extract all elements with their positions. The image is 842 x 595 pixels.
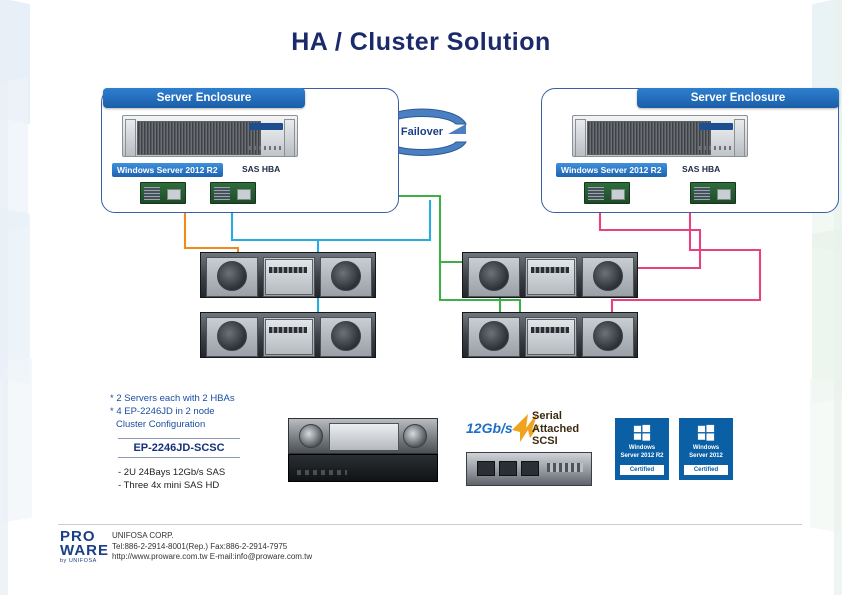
footer-web: http://www.proware.com.tw E-mail:info@proware.com.tw xyxy=(112,552,313,561)
sas-line-1: Serial xyxy=(532,410,562,422)
sas-line-3: SCSI xyxy=(532,435,558,447)
hba-label-left: SAS HBA xyxy=(242,164,281,174)
hba-card-right-2 xyxy=(690,182,736,204)
hba-label-right: SAS HBA xyxy=(682,164,721,174)
note-line-2: * 4 EP-2246JD in 2 node xyxy=(110,406,215,417)
hba-card-right-1 xyxy=(584,182,630,204)
os-label-left: Windows Server 2012 R2 xyxy=(112,163,223,177)
server-enclosure-left xyxy=(101,88,399,213)
hba-card-left-2 xyxy=(210,182,256,204)
hba-card-left-1 xyxy=(140,182,186,204)
logo-ware: WARE xyxy=(60,542,109,559)
spec-list xyxy=(118,466,225,492)
footer-phone: Tel:886-2-2914-8001(Rep.) Fax:886-2-2914-7975 xyxy=(112,541,288,551)
storage-array-right-bottom xyxy=(462,312,638,358)
configuration-notes xyxy=(110,392,235,431)
badge2-line-2: Server 2012 xyxy=(689,452,723,459)
storage-array-left-top xyxy=(200,252,376,298)
windows-logo-icon xyxy=(697,424,715,442)
badge1-line-1: Windows xyxy=(628,445,656,451)
note-line-3: Cluster Configuration xyxy=(116,419,206,430)
storage-array-right-top xyxy=(462,252,638,298)
enclosure-header-left: Server Enclosure xyxy=(103,88,305,108)
product-photo xyxy=(288,418,436,480)
badge1-line-2: Server 2012 R2 xyxy=(620,452,664,459)
sas-text xyxy=(532,410,579,448)
storage-array-left-bottom xyxy=(200,312,376,358)
footer-contact xyxy=(112,531,312,563)
spec-line-2: - Three 4x mini SAS HD xyxy=(118,480,220,491)
model-name: EP-2246JD-SCSC xyxy=(118,438,240,458)
sas-line-2: Attached xyxy=(532,422,580,435)
server-chassis-left xyxy=(122,115,298,157)
decor-left xyxy=(0,0,46,595)
badge-windows-server-2012 xyxy=(679,418,733,480)
badge-windows-server-2012-r2 xyxy=(615,418,669,480)
note-line-1: * 2 Servers each with 2 HBAs xyxy=(110,393,235,404)
proware-logo xyxy=(60,528,109,566)
windows-logo-icon xyxy=(633,424,651,442)
sas-expander-photo xyxy=(466,452,592,486)
badge2-line-1: Windows xyxy=(692,445,720,451)
logo-byline: by UNIFOSA xyxy=(60,558,97,564)
badge1-certified: Certified xyxy=(620,465,664,475)
spec-line-1: - 2U 24Bays 12Gb/s SAS xyxy=(118,467,226,478)
sas-speed-label: 12Gb/s xyxy=(466,420,513,436)
server-chassis-right xyxy=(572,115,748,157)
footer-company: UNIFOSA CORP. xyxy=(112,531,174,540)
sas-logo xyxy=(466,408,590,454)
page-title: HA / Cluster Solution xyxy=(291,28,551,56)
enclosure-header-right: Server Enclosure xyxy=(637,88,839,108)
os-label-right: Windows Server 2012 R2 xyxy=(556,163,667,177)
logo-pro: PRO xyxy=(60,528,96,545)
failover-label: Failover xyxy=(400,126,444,138)
badge2-certified: Certified xyxy=(684,465,728,475)
server-enclosure-right xyxy=(541,88,839,213)
footer-divider xyxy=(58,524,802,525)
